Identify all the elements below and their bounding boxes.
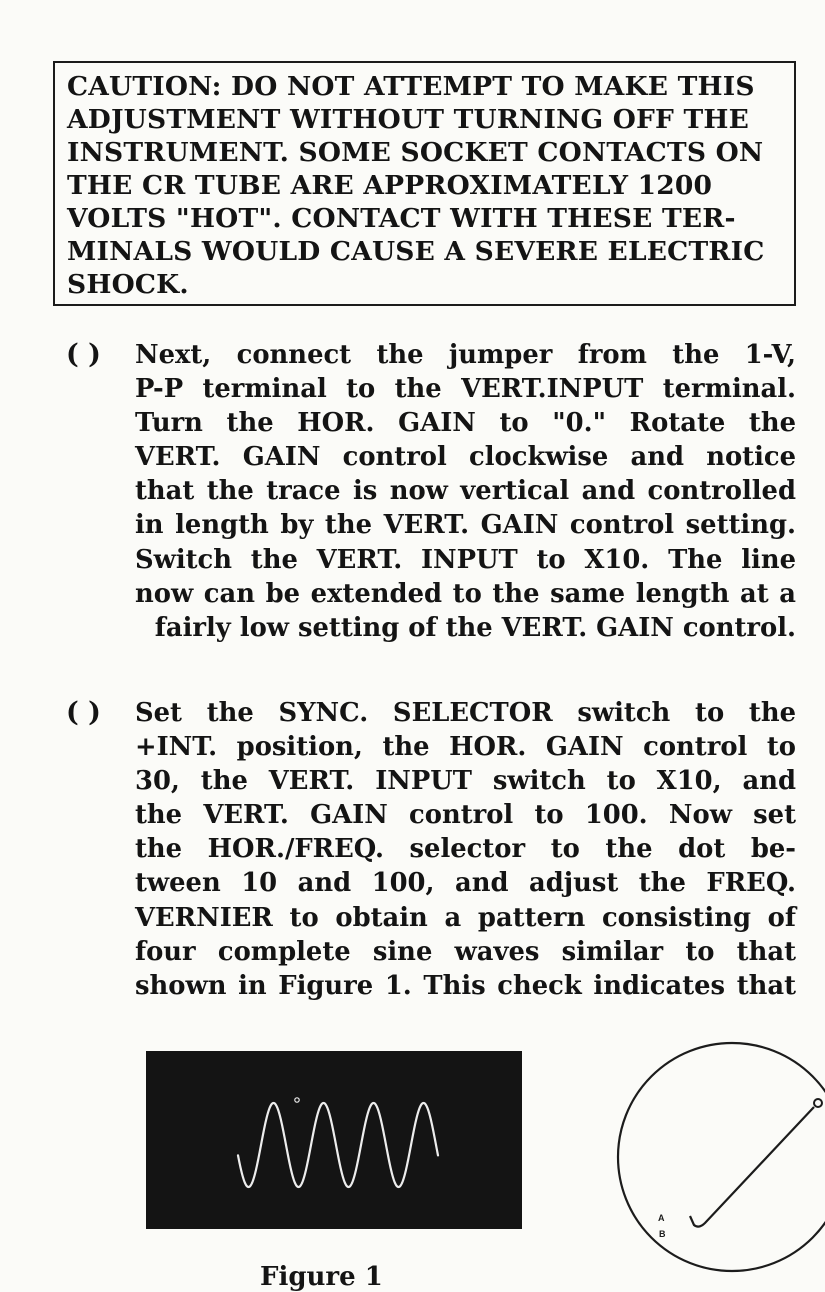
- dial-diagram-canvas: [604, 1035, 825, 1280]
- step-line: the VERT. GAIN control to 100. Now set: [135, 800, 796, 831]
- step-text: [135, 696, 796, 1003]
- oscilloscope-trace-canvas: [146, 1051, 522, 1229]
- dial-pointer-line: [690, 1107, 814, 1227]
- caution-box: [53, 61, 796, 306]
- terminal-c-dot: [814, 1099, 822, 1107]
- step-line: in length by the VERT. GAIN control setting.: [135, 510, 796, 541]
- step-line: Turn the HOR. GAIN to "0." Rotate the: [135, 408, 796, 439]
- step-line: VERNIER to obtain a pattern consisting of: [135, 902, 796, 933]
- label-a: A: [658, 1213, 665, 1223]
- figure-caption: Figure 1: [260, 1262, 383, 1292]
- trace-dot: [295, 1098, 299, 1102]
- step-line: tween 10 and 100, and adjust the FREQ.: [135, 868, 796, 899]
- step-line: VERT. GAIN control clockwise and notice: [135, 442, 796, 473]
- oscilloscope-screen-figure: [146, 1051, 522, 1229]
- step-line: fairly low setting of the VERT. GAIN control.: [154, 612, 796, 643]
- step-line: Next, connect the jumper from the 1-V,: [135, 340, 796, 370]
- caution-line: INSTRUMENT. SOME SOCKET CONTACTS ON: [67, 137, 764, 168]
- step-line: +INT. position, the HOR. GAIN control to: [135, 732, 796, 763]
- step-line: Switch the VERT. INPUT to X10. The line: [135, 544, 796, 575]
- step-line: that the trace is now vertical and controlled: [135, 476, 796, 507]
- sine-wave-trace: [238, 1103, 438, 1187]
- step-line: now can be extended to the same length at a: [135, 578, 796, 609]
- step-checkbox[interactable]: ( ): [66, 339, 101, 370]
- step-line: shown in Figure 1. This check indicates that: [135, 970, 796, 1001]
- label-b: B: [659, 1229, 666, 1239]
- caution-line: VOLTS "HOT". CONTACT WITH THESE TER-: [67, 203, 736, 234]
- caution-line: ADJUSTMENT WITHOUT TURNING OFF THE: [67, 104, 750, 135]
- caution-line: MINALS WOULD CAUSE A SEVERE ELECTRIC: [67, 236, 765, 267]
- step-line: Set the SYNC. SELECTOR switch to the: [135, 698, 796, 728]
- dial-diagram: [604, 1035, 825, 1280]
- step-line: the HOR./FREQ. selector to the dot be-: [135, 834, 796, 865]
- step-checkbox[interactable]: ( ): [66, 697, 101, 728]
- step-line: P-P terminal to the VERT.INPUT terminal.: [135, 374, 796, 405]
- dial-circle: [618, 1043, 825, 1271]
- caution-line: SHOCK.: [67, 269, 189, 300]
- caution-line: CAUTION: DO NOT ATTEMPT TO MAKE THIS: [67, 71, 755, 102]
- caution-line: THE CR TUBE ARE APPROXIMATELY 1200: [67, 170, 713, 201]
- step-text: [135, 338, 796, 645]
- step-line: 30, the VERT. INPUT switch to X10, and: [135, 766, 796, 797]
- step-line: four complete sine waves similar to that: [135, 936, 796, 967]
